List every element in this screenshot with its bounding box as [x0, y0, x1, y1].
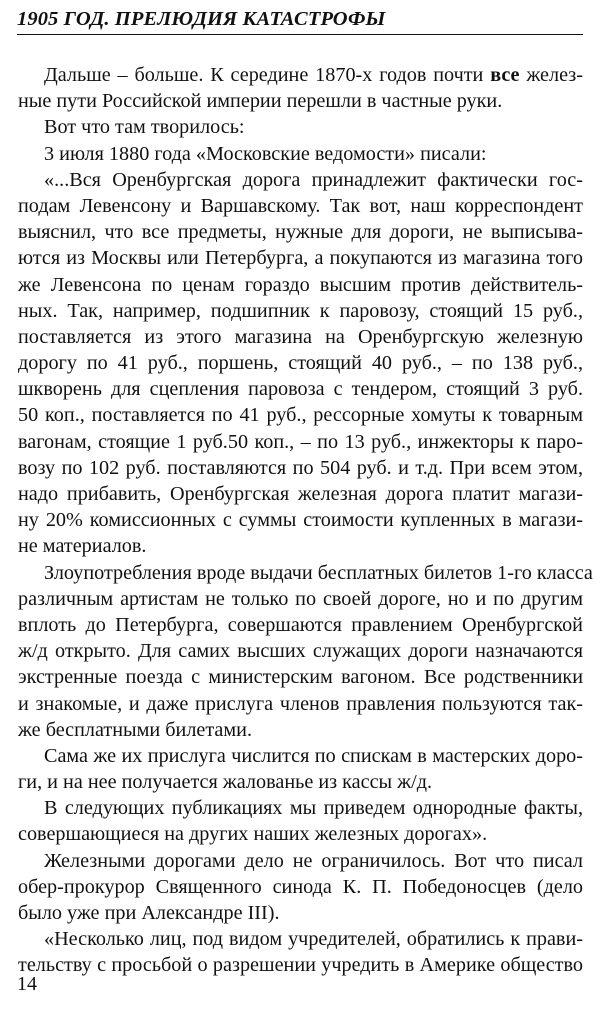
text-line: вплоть до Петербурга, совершаются правлением Оренбургской — [18, 613, 583, 636]
text-line: ну 20% комиссионных с суммы стоимости купленных в магази- — [18, 509, 583, 532]
body-text — [18, 62, 593, 979]
text-line: Сама же их прислуга числится по спискам в мастерских доро- — [44, 744, 583, 767]
emphasis-bold: все — [490, 64, 520, 86]
text-line: экстренные поезда с министерским вагоном. Все родственники — [18, 666, 583, 689]
text-line: 50 коп., поставляется по 41 руб., рессорные хомуты к товарным — [18, 404, 583, 427]
text-line: же Левенсона по ценам гораздо высшим против действитель- — [18, 273, 583, 296]
text-line: В следующих публикациях мы приведем однородные факты, — [44, 797, 583, 820]
text-line: возу по 102 руб. поставляются по 504 руб. и т.д. При всем этом, — [18, 456, 583, 479]
text-line: дорогу по 41 руб., поршень, стоящий 40 руб., – по 138 руб., — [18, 352, 583, 375]
text-line: Вот что там творилось: — [44, 116, 245, 139]
text-line: поставляется из этого магазина на Оренбургскую железную — [18, 325, 583, 348]
text-line: же бесплатными билетами. — [18, 718, 253, 741]
text-line: различным артистам не только по своей дороге, но и по другим — [18, 587, 583, 610]
text-line: шкворень для сцепления паровоза с тендером, стоящий 3 руб. — [18, 378, 583, 401]
text-line: подам Левенсону и Варшавскому. Так вот, наш корреспондент — [18, 194, 583, 217]
text-line: совершающиеся на других наших железных дорогах». — [18, 823, 488, 846]
text-line: выяснил, что все предметы, нужные для дороги, не выписыва- — [18, 221, 583, 244]
text-line: и знакомые, и даже прислуга членов правления пользуются так- — [18, 692, 583, 715]
page-number: 14 — [17, 973, 37, 995]
text-line: вагонам, стоящие 1 руб.50 коп., – по 13 руб., инжекторы к паро- — [18, 430, 583, 453]
text-line: не материалов. — [18, 535, 147, 558]
text-line: ные пути Российской империи перешли в частные руки. — [18, 90, 503, 113]
text-line: ных. Так, например, подшипник к паровозу, стоящий 15 руб., — [18, 299, 583, 322]
text-line: было уже при Александре III). — [18, 902, 280, 924]
text-line: ги, и на нее получается жалованье из кассы ж/д. — [18, 771, 433, 794]
text-line: 3 июля 1880 года «Московские ведомости» писали: — [44, 142, 487, 165]
text-line: ются из Москвы или Петербурга, а покупаются из магазина того — [18, 247, 583, 270]
text-line: ж/д открыто. Для самих высших служащих дороги назначаются — [18, 640, 583, 663]
text-line: обер-прокурор Священного синода К. П. Победоносцев (дело — [18, 875, 583, 898]
text-line: Железными дорогами дело не ограничилось. Вот что писал — [44, 849, 583, 872]
text-line: надо прибавить, Оренбургская железная дорога платит магази- — [18, 483, 583, 505]
text-line: Злоупотребления вроде выдачи бесплатных билетов 1-го класса — [44, 561, 593, 584]
text-line: тельству с просьбой о разрешении учредить в Америке общество — [18, 954, 583, 977]
text-line: «Несколько лиц, под видом учредителей, обратились к прави- — [44, 928, 583, 951]
running-head: 1905 ГОД. ПРЕЛЮДИЯ КАТАСТРОФЫ — [17, 6, 583, 35]
text-line: «...Вся Оренбургская дорога принадлежит фактически гос- — [44, 168, 583, 191]
text-line: Дальше – больше. К середине 1870-х годов почти все желез- — [44, 64, 583, 86]
